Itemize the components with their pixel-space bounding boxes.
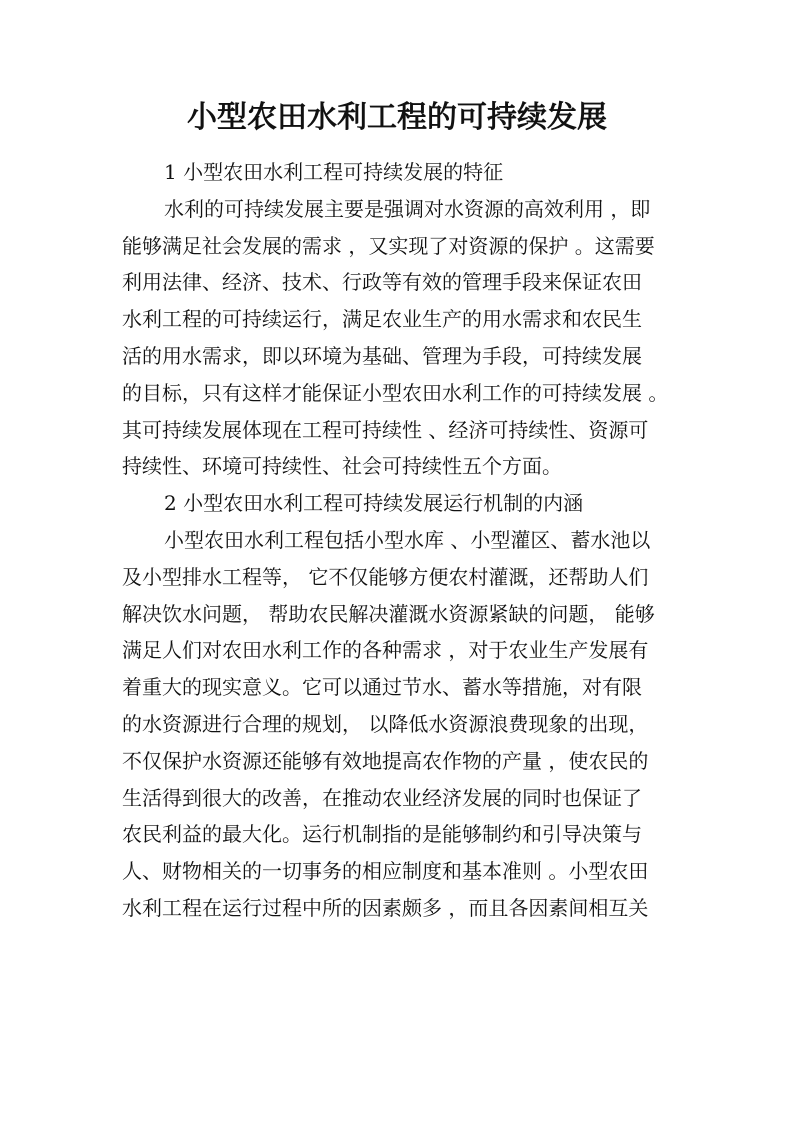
text-line: 利用法律、经济、技术、行政等有效的管理手段来保证农田 bbox=[122, 270, 642, 295]
text-line: 的水资源进行合理的规划， 以降低水资源浪费现象的出现， bbox=[122, 711, 649, 736]
text-line: 解决饮水问题， 帮助农民解决灌溉水资源紧缺的问题， 能够 bbox=[122, 601, 655, 626]
text-line: 水利工程在运行过程中所的因素颇多 ，而且各因素间相互关 bbox=[122, 895, 649, 920]
text-line: 持续性、环境可持续性、社会可持续性五个方面。 bbox=[122, 454, 562, 479]
text-line: 着重大的现实意义。它可以通过节水、蓄水等措施，对有限 bbox=[122, 675, 642, 700]
text-line: 不仅保护水资源还能够有效地提高农作物的产量 ，使农民的 bbox=[122, 748, 649, 773]
paragraph-start-line: 小型农田水利工程包括小型水库 、小型灌区、蓄水池以 bbox=[164, 527, 651, 552]
paragraph-start-line: 2 小型农田水利工程可持续发展运行机制的内涵 bbox=[164, 491, 584, 516]
text-line: 其可持续发展体现在工程可持续性 、经济可持续性、资源可 bbox=[122, 417, 649, 442]
text-line: 及小型排水工程等， 它不仅能够方便农村灌溉，还帮助人们 bbox=[122, 564, 649, 589]
document-body bbox=[122, 154, 682, 927]
text-line: 能够满足社会发展的需求 ，又实现了对资源的保护 。这需要 bbox=[122, 233, 655, 258]
text-line: 活的用水需求，即以环境为基础、管理为手段，可持续发展 bbox=[122, 343, 642, 368]
text-line: 农民利益的最大化。运行机制指的是能够制约和引导决策与 bbox=[122, 822, 642, 847]
text-line: 满足人们对农田水利工作的各种需求 ，对于农业生产发展有 bbox=[122, 638, 649, 663]
text-line: 生活得到很大的改善，在推动农业经济发展的同时也保证了 bbox=[122, 785, 642, 810]
paragraph-start-line: 1 小型农田水利工程可持续发展的特征 bbox=[164, 160, 504, 184]
document-title: 小型农田水利工程的可持续发展 bbox=[187, 100, 607, 135]
text-line: 人、财物相关的一切事务的相应制度和基本准则 。小型农田 bbox=[122, 859, 649, 884]
text-line: 水利工程的可持续运行，满足农业生产的用水需求和农民生 bbox=[122, 307, 642, 332]
text-line: 的目标，只有这样才能保证小型农田水利工作的可持续发展 。 bbox=[122, 380, 669, 405]
paragraph-start-line: 水利的可持续发展主要是强调对水资源的高效利用 ，即 bbox=[164, 196, 651, 221]
